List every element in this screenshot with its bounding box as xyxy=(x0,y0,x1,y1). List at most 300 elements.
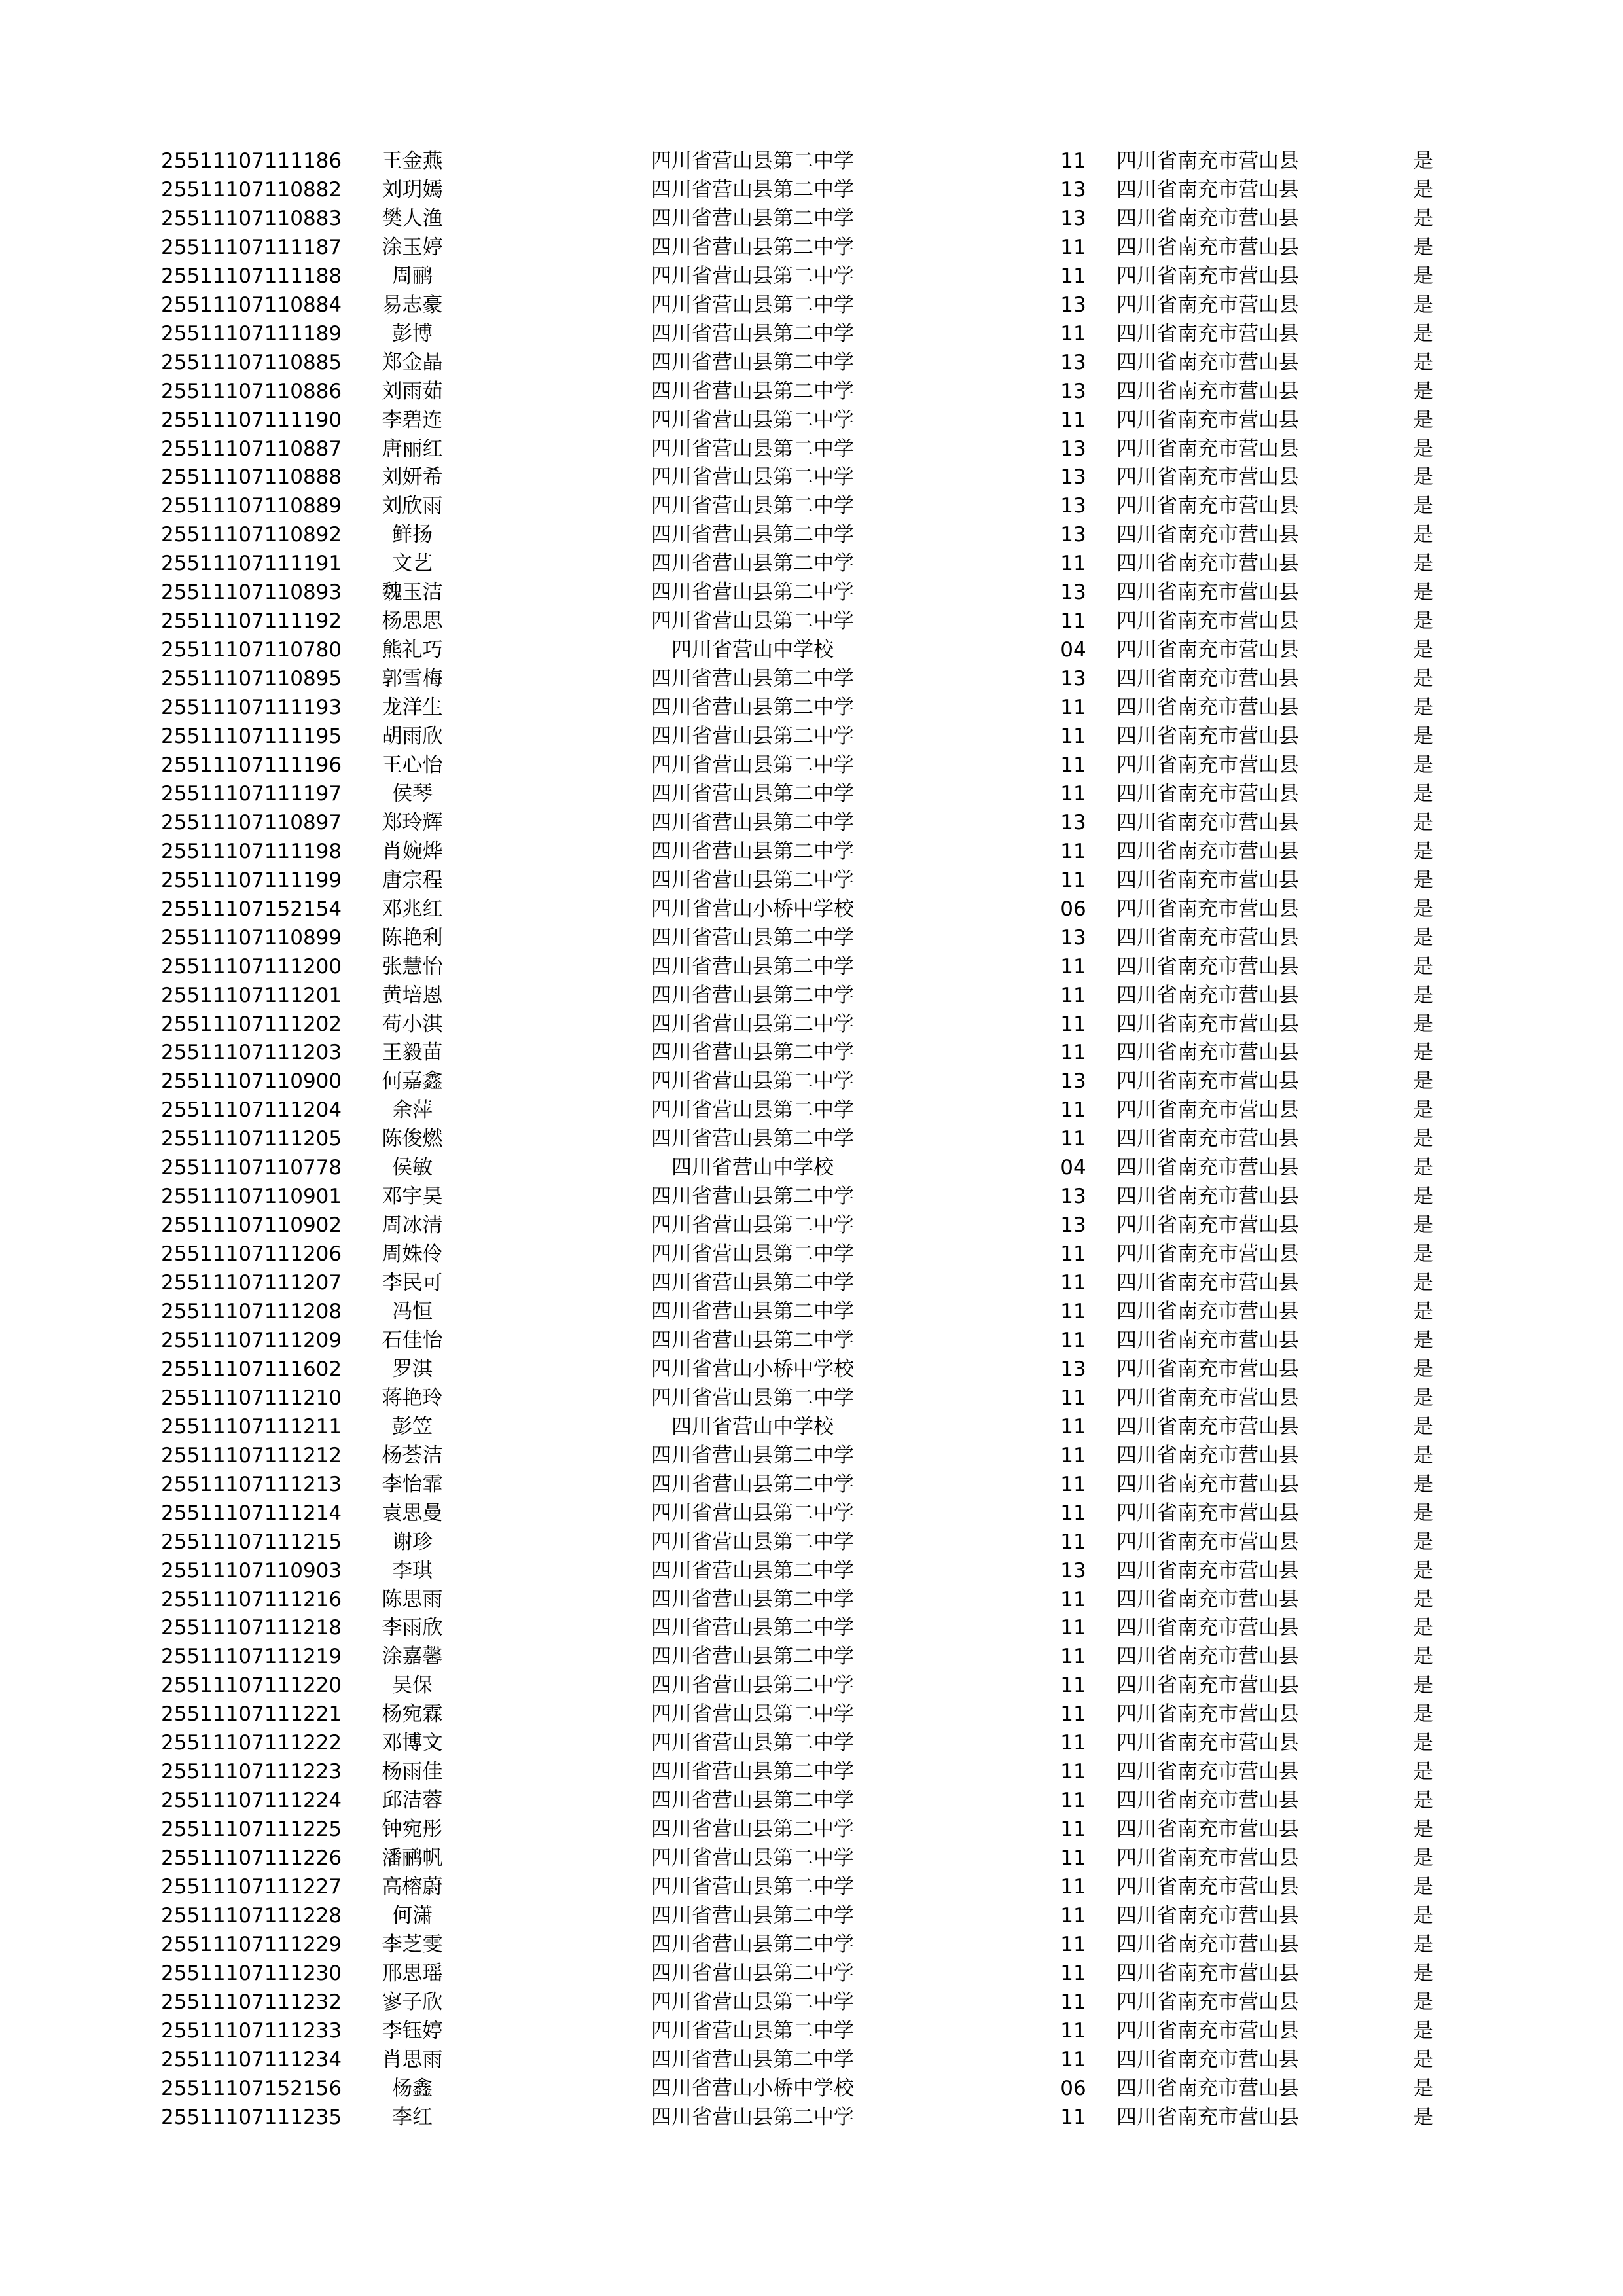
status-flag: 是 xyxy=(1413,1300,1433,1323)
student-id: 25511107111195 xyxy=(161,725,342,748)
student-id: 25511107111186 xyxy=(161,149,342,173)
status-flag: 是 xyxy=(1413,897,1433,921)
table-row xyxy=(0,693,1623,722)
table-row xyxy=(0,175,1623,204)
grade-code: 11 xyxy=(1060,1041,1086,1064)
student-name: 樊人渔 xyxy=(382,207,443,230)
school-name: 四川省营山县第二中学 xyxy=(651,1300,854,1323)
region-name: 四川省南充市营山县 xyxy=(1116,897,1299,921)
grade-code: 11 xyxy=(1060,552,1086,575)
student-name: 唐丽红 xyxy=(382,437,443,461)
status-flag: 是 xyxy=(1413,1846,1433,1870)
student-id: 25511107111205 xyxy=(161,1127,342,1151)
student-id: 25511107111196 xyxy=(161,753,342,777)
status-flag: 是 xyxy=(1413,552,1433,575)
table-row xyxy=(0,1959,1623,1988)
student-name: 何潇 xyxy=(392,1904,433,1928)
grade-code: 11 xyxy=(1060,1846,1086,1870)
student-name: 石佳怡 xyxy=(382,1329,443,1352)
school-name: 四川省营山县第二中学 xyxy=(651,1559,854,1583)
status-flag: 是 xyxy=(1413,351,1433,374)
student-id: 25511107111216 xyxy=(161,1588,342,1611)
region-name: 四川省南充市营山县 xyxy=(1116,581,1299,604)
grade-code: 11 xyxy=(1060,1013,1086,1036)
region-name: 四川省南充市营山县 xyxy=(1116,1386,1299,1410)
status-flag: 是 xyxy=(1413,638,1433,662)
student-name: 邓兆红 xyxy=(382,897,443,921)
grade-code: 11 xyxy=(1060,1473,1086,1496)
student-name: 侯琴 xyxy=(392,782,433,806)
school-name: 四川省营山县第二中学 xyxy=(651,523,854,547)
region-name: 四川省南充市营山县 xyxy=(1116,1818,1299,1841)
status-flag: 是 xyxy=(1413,178,1433,202)
table-row xyxy=(0,549,1623,578)
grade-code: 11 xyxy=(1060,725,1086,748)
status-flag: 是 xyxy=(1413,1213,1433,1237)
grade-code: 11 xyxy=(1060,2048,1086,2072)
table-row xyxy=(0,981,1623,1010)
grade-code: 13 xyxy=(1060,581,1086,604)
region-name: 四川省南充市营山县 xyxy=(1116,1156,1299,1179)
student-name: 彭博 xyxy=(392,322,433,346)
table-row xyxy=(0,2017,1623,2045)
student-name: 刘玥嫣 xyxy=(382,178,443,202)
student-name: 刘妍希 xyxy=(382,465,443,489)
student-id: 25511107111197 xyxy=(161,782,342,806)
status-flag: 是 xyxy=(1413,465,1433,489)
student-id: 25511107111209 xyxy=(161,1329,342,1352)
status-flag: 是 xyxy=(1413,1818,1433,1841)
region-name: 四川省南充市营山县 xyxy=(1116,1962,1299,1985)
student-name: 肖思雨 xyxy=(382,2048,443,2072)
grade-code: 11 xyxy=(1060,869,1086,892)
status-flag: 是 xyxy=(1413,1990,1433,2014)
school-name: 四川省营山县第二中学 xyxy=(651,178,854,202)
region-name: 四川省南充市营山县 xyxy=(1116,1904,1299,1928)
region-name: 四川省南充市营山县 xyxy=(1116,1329,1299,1352)
student-id: 25511107111219 xyxy=(161,1645,342,1668)
student-id: 25511107111230 xyxy=(161,1962,342,1985)
student-id: 25511107111207 xyxy=(161,1271,342,1295)
table-row xyxy=(0,1441,1623,1470)
table-row xyxy=(0,1499,1623,1528)
school-name: 四川省营山县第二中学 xyxy=(651,1962,854,1985)
student-id: 25511107110892 xyxy=(161,523,342,547)
status-flag: 是 xyxy=(1413,955,1433,978)
school-name: 四川省营山县第二中学 xyxy=(651,609,854,633)
school-name: 四川省营山县第二中学 xyxy=(651,1990,854,2014)
student-name: 文艺 xyxy=(392,552,433,575)
table-row xyxy=(0,780,1623,808)
grade-code: 11 xyxy=(1060,1789,1086,1812)
status-flag: 是 xyxy=(1413,1904,1433,1928)
school-name: 四川省营山县第二中学 xyxy=(651,1875,854,1899)
school-name: 四川省营山县第二中学 xyxy=(651,1760,854,1784)
grade-code: 11 xyxy=(1060,236,1086,259)
student-id: 25511107111229 xyxy=(161,1933,342,1956)
student-name: 李琪 xyxy=(392,1559,433,1583)
school-name: 四川省营山小桥中学校 xyxy=(651,2077,854,2100)
grade-code: 13 xyxy=(1060,1357,1086,1381)
student-id: 25511107110889 xyxy=(161,494,342,518)
table-row xyxy=(0,1096,1623,1124)
grade-code: 13 xyxy=(1060,380,1086,403)
region-name: 四川省南充市营山县 xyxy=(1116,955,1299,978)
school-name: 四川省营山县第二中学 xyxy=(651,1702,854,1726)
status-flag: 是 xyxy=(1413,811,1433,834)
student-id: 25511107110888 xyxy=(161,465,342,489)
school-name: 四川省营山县第二中学 xyxy=(651,293,854,317)
region-name: 四川省南充市营山县 xyxy=(1116,984,1299,1007)
student-name: 蒋艳玲 xyxy=(382,1386,443,1410)
student-name: 邓宇昊 xyxy=(382,1185,443,1208)
student-name: 寥子欣 xyxy=(382,1990,443,2014)
student-id: 25511107152154 xyxy=(161,897,342,921)
student-id: 25511107111233 xyxy=(161,2019,342,2043)
grade-code: 11 xyxy=(1060,696,1086,719)
region-name: 四川省南充市营山县 xyxy=(1116,1616,1299,1640)
school-name: 四川省营山县第二中学 xyxy=(651,1789,854,1812)
student-id: 25511107111192 xyxy=(161,609,342,633)
status-flag: 是 xyxy=(1413,696,1433,719)
student-id: 25511107111232 xyxy=(161,1990,342,2014)
student-name: 刘欣雨 xyxy=(382,494,443,518)
region-name: 四川省南充市营山县 xyxy=(1116,1990,1299,2014)
student-id: 25511107111220 xyxy=(161,1674,342,1697)
table-row xyxy=(0,1384,1623,1412)
student-id: 25511107111203 xyxy=(161,1041,342,1064)
student-name: 魏玉洁 xyxy=(382,581,443,604)
status-flag: 是 xyxy=(1413,1156,1433,1179)
status-flag: 是 xyxy=(1413,437,1433,461)
student-name: 胡雨欣 xyxy=(382,725,443,748)
student-id: 25511107111212 xyxy=(161,1444,342,1467)
school-name: 四川省营山县第二中学 xyxy=(651,1013,854,1036)
student-id: 25511107111218 xyxy=(161,1616,342,1640)
student-name: 王心怡 xyxy=(382,753,443,777)
table-row xyxy=(0,147,1623,175)
table-row xyxy=(0,952,1623,981)
student-name: 侯敏 xyxy=(392,1156,433,1179)
grade-code: 11 xyxy=(1060,609,1086,633)
status-flag: 是 xyxy=(1413,494,1433,518)
school-name: 四川省营山县第二中学 xyxy=(651,264,854,288)
student-id: 25511107110893 xyxy=(161,581,342,604)
table-row xyxy=(0,808,1623,837)
school-name: 四川省营山县第二中学 xyxy=(651,782,854,806)
student-name: 李红 xyxy=(392,2106,433,2129)
grade-code: 06 xyxy=(1060,2077,1086,2100)
status-flag: 是 xyxy=(1413,1329,1433,1352)
student-id: 25511107111199 xyxy=(161,869,342,892)
school-name: 四川省营山县第二中学 xyxy=(651,149,854,173)
status-flag: 是 xyxy=(1413,1962,1433,1985)
grade-code: 11 xyxy=(1060,1933,1086,1956)
student-name: 唐宗程 xyxy=(382,869,443,892)
grade-code: 11 xyxy=(1060,1760,1086,1784)
grade-code: 04 xyxy=(1060,1156,1086,1179)
table-row xyxy=(0,1613,1623,1642)
student-id: 25511107110883 xyxy=(161,207,342,230)
student-name: 潘鹂帆 xyxy=(382,1846,443,1870)
school-name: 四川省营山县第二中学 xyxy=(651,1069,854,1093)
table-row xyxy=(0,1556,1623,1585)
grade-code: 11 xyxy=(1060,1875,1086,1899)
status-flag: 是 xyxy=(1413,782,1433,806)
student-name: 龙洋生 xyxy=(382,696,443,719)
region-name: 四川省南充市营山县 xyxy=(1116,782,1299,806)
region-name: 四川省南充市营山县 xyxy=(1116,1501,1299,1525)
student-name: 吴保 xyxy=(392,1674,433,1697)
student-id: 25511107111223 xyxy=(161,1760,342,1784)
student-id: 25511107111215 xyxy=(161,1530,342,1554)
region-name: 四川省南充市营山县 xyxy=(1116,1300,1299,1323)
student-id: 25511107110902 xyxy=(161,1213,342,1237)
grade-code: 11 xyxy=(1060,1530,1086,1554)
region-name: 四川省南充市营山县 xyxy=(1116,380,1299,403)
student-id: 25511107111225 xyxy=(161,1818,342,1841)
table-row xyxy=(0,1700,1623,1729)
status-flag: 是 xyxy=(1413,1357,1433,1381)
grade-code: 11 xyxy=(1060,1702,1086,1726)
student-id: 25511107111193 xyxy=(161,696,342,719)
table-row xyxy=(0,1470,1623,1499)
grade-code: 11 xyxy=(1060,408,1086,432)
school-name: 四川省营山县第二中学 xyxy=(651,725,854,748)
status-flag: 是 xyxy=(1413,984,1433,1007)
student-id: 25511107111187 xyxy=(161,236,342,259)
status-flag: 是 xyxy=(1413,1444,1433,1467)
school-name: 四川省营山县第二中学 xyxy=(651,1530,854,1554)
grade-code: 13 xyxy=(1060,494,1086,518)
grade-code: 13 xyxy=(1060,926,1086,950)
student-name: 鲜扬 xyxy=(392,523,433,547)
status-flag: 是 xyxy=(1413,523,1433,547)
table-row xyxy=(0,233,1623,262)
school-name: 四川省营山县第二中学 xyxy=(651,2019,854,2043)
grade-code: 11 xyxy=(1060,1386,1086,1410)
table-row xyxy=(0,2074,1623,2103)
grade-code: 13 xyxy=(1060,351,1086,374)
status-flag: 是 xyxy=(1413,1530,1433,1554)
school-name: 四川省营山县第二中学 xyxy=(651,1041,854,1064)
school-name: 四川省营山中学校 xyxy=(671,638,834,662)
table-row xyxy=(0,607,1623,636)
region-name: 四川省南充市营山县 xyxy=(1116,1645,1299,1668)
student-id: 25511107110884 xyxy=(161,293,342,317)
student-id: 25511107110903 xyxy=(161,1559,342,1583)
table-row xyxy=(0,636,1623,664)
student-id: 25511107110885 xyxy=(161,351,342,374)
grade-code: 13 xyxy=(1060,1559,1086,1583)
status-flag: 是 xyxy=(1413,1760,1433,1784)
region-name: 四川省南充市营山县 xyxy=(1116,1444,1299,1467)
school-name: 四川省营山县第二中学 xyxy=(651,1386,854,1410)
student-id: 25511107111211 xyxy=(161,1415,342,1439)
grade-code: 11 xyxy=(1060,1271,1086,1295)
student-name: 杨思思 xyxy=(382,609,443,633)
region-name: 四川省南充市营山县 xyxy=(1116,638,1299,662)
table-row xyxy=(0,520,1623,549)
table-row xyxy=(0,1729,1623,1757)
grade-code: 11 xyxy=(1060,1904,1086,1928)
grade-code: 11 xyxy=(1060,1962,1086,1985)
school-name: 四川省营山县第二中学 xyxy=(651,1501,854,1525)
grade-code: 13 xyxy=(1060,523,1086,547)
table-row xyxy=(0,1297,1623,1326)
student-name: 郑金晶 xyxy=(382,351,443,374)
table-row xyxy=(0,1412,1623,1441)
student-name: 罗淇 xyxy=(392,1357,433,1381)
student-name: 李民可 xyxy=(382,1271,443,1295)
student-id: 25511107111214 xyxy=(161,1501,342,1525)
student-name: 郭雪梅 xyxy=(382,667,443,691)
table-row xyxy=(0,1815,1623,1844)
table-row xyxy=(0,1067,1623,1096)
school-name: 四川省营山县第二中学 xyxy=(651,437,854,461)
school-name: 四川省营山县第二中学 xyxy=(651,380,854,403)
status-flag: 是 xyxy=(1413,1501,1433,1525)
school-name: 四川省营山县第二中学 xyxy=(651,811,854,834)
grade-code: 13 xyxy=(1060,1185,1086,1208)
school-name: 四川省营山县第二中学 xyxy=(651,1473,854,1496)
student-id: 25511107111224 xyxy=(161,1789,342,1812)
student-id: 25511107111235 xyxy=(161,2106,342,2129)
region-name: 四川省南充市营山县 xyxy=(1116,351,1299,374)
status-flag: 是 xyxy=(1413,1731,1433,1755)
school-name: 四川省营山县第二中学 xyxy=(651,351,854,374)
school-name: 四川省营山县第二中学 xyxy=(651,1444,854,1467)
grade-code: 11 xyxy=(1060,782,1086,806)
student-name: 陈艳利 xyxy=(382,926,443,950)
student-id: 25511107111188 xyxy=(161,264,342,288)
status-flag: 是 xyxy=(1413,1041,1433,1064)
table-row xyxy=(0,1038,1623,1067)
region-name: 四川省南充市营山县 xyxy=(1116,725,1299,748)
grade-code: 13 xyxy=(1060,1069,1086,1093)
region-name: 四川省南充市营山县 xyxy=(1116,1473,1299,1496)
student-name: 何嘉鑫 xyxy=(382,1069,443,1093)
grade-code: 11 xyxy=(1060,1444,1086,1467)
table-row xyxy=(0,406,1623,435)
status-flag: 是 xyxy=(1413,1875,1433,1899)
student-id: 25511107111602 xyxy=(161,1357,342,1381)
region-name: 四川省南充市营山县 xyxy=(1116,1013,1299,1036)
school-name: 四川省营山县第二中学 xyxy=(651,1098,854,1122)
school-name: 四川省营山县第二中学 xyxy=(651,1846,854,1870)
student-id: 25511107111227 xyxy=(161,1875,342,1899)
grade-code: 13 xyxy=(1060,178,1086,202)
status-flag: 是 xyxy=(1413,2106,1433,2129)
table-row xyxy=(0,1153,1623,1182)
student-id: 25511107152156 xyxy=(161,2077,342,2100)
student-id: 25511107111202 xyxy=(161,1013,342,1036)
student-name: 李怡霏 xyxy=(382,1473,443,1496)
region-name: 四川省南充市营山县 xyxy=(1116,869,1299,892)
student-id: 25511107110886 xyxy=(161,380,342,403)
status-flag: 是 xyxy=(1413,149,1433,173)
region-name: 四川省南充市营山县 xyxy=(1116,2077,1299,2100)
region-name: 四川省南充市营山县 xyxy=(1116,1588,1299,1611)
status-flag: 是 xyxy=(1413,293,1433,317)
student-name: 邱洁蓉 xyxy=(382,1789,443,1812)
student-name: 李钰婷 xyxy=(382,2019,443,2043)
grade-code: 13 xyxy=(1060,1213,1086,1237)
student-id: 25511107111234 xyxy=(161,2048,342,2072)
student-name: 王金燕 xyxy=(382,149,443,173)
student-name: 杨荟洁 xyxy=(382,1444,443,1467)
status-flag: 是 xyxy=(1413,1386,1433,1410)
table-row xyxy=(0,722,1623,751)
region-name: 四川省南充市营山县 xyxy=(1116,552,1299,575)
school-name: 四川省营山县第二中学 xyxy=(651,1185,854,1208)
school-name: 四川省营山县第二中学 xyxy=(651,1731,854,1755)
grade-code: 11 xyxy=(1060,984,1086,1007)
student-name: 谢珍 xyxy=(392,1530,433,1554)
student-id: 25511107110780 xyxy=(161,638,342,662)
region-name: 四川省南充市营山县 xyxy=(1116,1415,1299,1439)
status-flag: 是 xyxy=(1413,1013,1433,1036)
status-flag: 是 xyxy=(1413,408,1433,432)
table-row xyxy=(0,1268,1623,1297)
status-flag: 是 xyxy=(1413,869,1433,892)
school-name: 四川省营山县第二中学 xyxy=(651,840,854,863)
student-id: 25511107110887 xyxy=(161,437,342,461)
grade-code: 04 xyxy=(1060,638,1086,662)
grade-code: 13 xyxy=(1060,437,1086,461)
student-id: 25511107111200 xyxy=(161,955,342,978)
student-name: 彭笠 xyxy=(392,1415,433,1439)
grade-code: 11 xyxy=(1060,1098,1086,1122)
grade-code: 13 xyxy=(1060,465,1086,489)
student-name: 刘雨茹 xyxy=(382,380,443,403)
school-name: 四川省营山县第二中学 xyxy=(651,1645,854,1668)
region-name: 四川省南充市营山县 xyxy=(1116,1041,1299,1064)
student-name: 李雨欣 xyxy=(382,1616,443,1640)
student-name: 杨雨佳 xyxy=(382,1760,443,1784)
grade-code: 11 xyxy=(1060,1329,1086,1352)
school-name: 四川省营山县第二中学 xyxy=(651,581,854,604)
student-name: 郑玲辉 xyxy=(382,811,443,834)
table-row xyxy=(0,348,1623,377)
status-flag: 是 xyxy=(1413,1271,1433,1295)
status-flag: 是 xyxy=(1413,1473,1433,1496)
student-id: 25511107111206 xyxy=(161,1242,342,1266)
student-name: 杨宛霖 xyxy=(382,1702,443,1726)
student-id: 25511107110778 xyxy=(161,1156,342,1179)
status-flag: 是 xyxy=(1413,1674,1433,1697)
status-flag: 是 xyxy=(1413,581,1433,604)
table-row xyxy=(0,2103,1623,2132)
student-name: 熊礼巧 xyxy=(382,638,443,662)
table-row xyxy=(0,1642,1623,1671)
school-name: 四川省营山县第二中学 xyxy=(651,2048,854,2072)
status-flag: 是 xyxy=(1413,1069,1433,1093)
region-name: 四川省南充市营山县 xyxy=(1116,1789,1299,1812)
region-name: 四川省南充市营山县 xyxy=(1116,207,1299,230)
table-row xyxy=(0,924,1623,952)
grade-code: 11 xyxy=(1060,1645,1086,1668)
student-id: 25511107111191 xyxy=(161,552,342,575)
region-name: 四川省南充市营山县 xyxy=(1116,322,1299,346)
school-name: 四川省营山县第二中学 xyxy=(651,1588,854,1611)
region-name: 四川省南充市营山县 xyxy=(1116,1760,1299,1784)
student-id: 25511107110895 xyxy=(161,667,342,691)
table-row xyxy=(0,578,1623,607)
student-name: 邢思瑶 xyxy=(382,1962,443,1985)
region-name: 四川省南充市营山县 xyxy=(1116,1933,1299,1956)
region-name: 四川省南充市营山县 xyxy=(1116,696,1299,719)
